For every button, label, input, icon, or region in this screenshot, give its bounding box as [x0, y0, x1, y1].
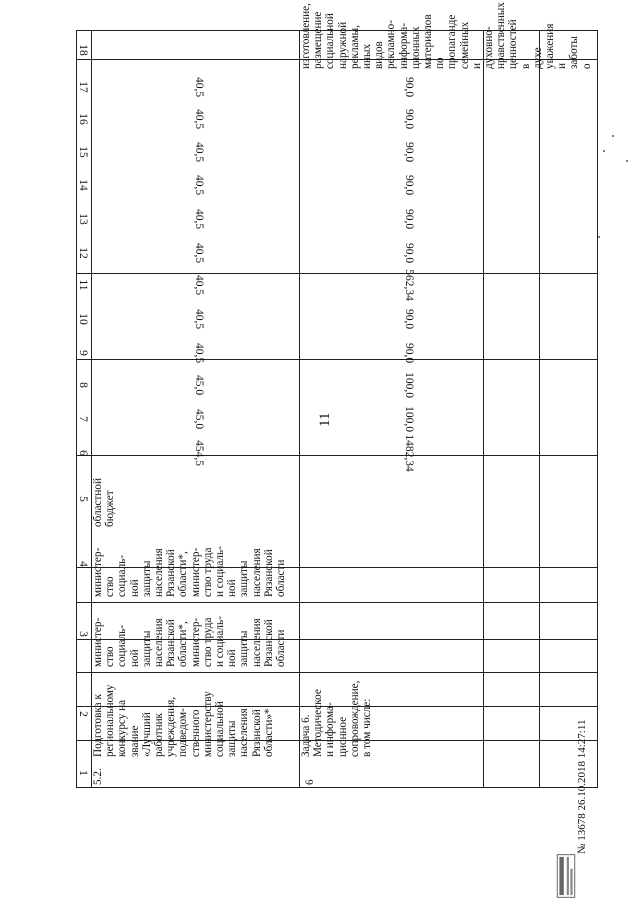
row2-value-col15: 90,0	[403, 141, 415, 163]
column-header-6: 6	[77, 449, 89, 456]
column-header-17: 17	[77, 81, 89, 93]
document-stamp-code: № 13678 26.10.2018 14:27:11	[576, 719, 588, 854]
column-header-11: 11	[77, 279, 89, 291]
column-header-9: 9	[77, 350, 89, 356]
row1-value-col10: 40,5	[193, 308, 205, 330]
column-header-16: 16	[77, 113, 89, 125]
row1-value-col16: 40,5	[193, 108, 205, 130]
row2-value-col13: 90,0	[403, 208, 415, 229]
column-header-8: 8	[77, 382, 89, 388]
row1-executor: министер- ство социаль- ной защиты населения Рязанской области*, министер- ство труда и социаль- ной защиты населения Рязанской области	[92, 616, 288, 667]
row2-value-col11: 562,34	[403, 269, 415, 301]
row2-value-col17: 90,0	[403, 76, 415, 98]
row2-number: 6	[304, 779, 316, 785]
row2-value-col14: 90,0	[403, 174, 415, 196]
column-header-5: 5	[77, 496, 89, 502]
row1-coexecutor: министер- ство социаль- ной защиты населения Рязанской области*, министер- ство труда и социаль- ной защиты населения Рязанской области	[92, 546, 288, 597]
column-header-4: 4	[77, 561, 89, 567]
column-header-7: 7	[77, 415, 89, 422]
column-header-10: 10	[77, 313, 89, 325]
scan-speck	[626, 160, 628, 162]
row1-value-col17: 40,5	[193, 76, 205, 98]
row1-value-col13: 40,5	[193, 208, 205, 229]
row2-value-col12: 90,0	[403, 242, 415, 263]
row1-value-col11: 40,5	[193, 274, 205, 296]
row1-value-col12: 40,5	[193, 242, 205, 263]
scan-speck	[598, 236, 600, 238]
row2-value-col10: 90,0	[403, 308, 415, 330]
office-stamp-icon	[554, 854, 578, 898]
row1-value-col6: 454,5	[193, 439, 205, 466]
row1-value-col14: 40,5	[193, 174, 205, 196]
row2-value-col16: 90,0	[403, 108, 415, 130]
row2-value-col8: 100,0	[403, 372, 415, 398]
row2-value-col9: 90,0	[403, 342, 415, 364]
row2-value-col6: 1482,34	[403, 433, 415, 472]
row2-task: Задача 6. Методическое и информа- ционное сопровождение, в том числе:	[300, 680, 374, 757]
row1-value-col7: 45,0	[193, 408, 205, 429]
column-header-13: 13	[77, 212, 89, 225]
row2-value-col7: 100,0	[403, 405, 415, 432]
column-header-12: 12	[77, 246, 89, 259]
row1-value-col9: 40,5	[193, 342, 205, 364]
row1-value-col8: 45,0	[193, 374, 205, 396]
column-header-3: 3	[77, 631, 89, 637]
row2-result-description: изготовление, размещение социальной наружной рекламы, иных видов рекламно- информа- ционных материалов по пропаганде семейных и духовно- нравственных ценностей в духе уважения и заботы о	[300, 2, 593, 69]
column-header-1: 1	[77, 770, 89, 776]
column-header-14: 14	[77, 179, 89, 191]
column-header-18: 18	[77, 44, 89, 56]
row1-number: 5.2.	[92, 768, 104, 785]
page-number: 11	[317, 412, 333, 427]
row1-activity: Подготовка к региональному конкурсу на звание «Лучший работник учреждения, подведом- ственного министерству социальной защиты населения Рязанской области»*	[92, 684, 275, 757]
column-header-15: 15	[77, 146, 89, 158]
scan-speck	[612, 135, 614, 137]
scan-speck	[603, 150, 605, 152]
row1-value-col15: 40,5	[193, 141, 205, 163]
column-header-2: 2	[77, 711, 89, 717]
row1-funding-source: областной бюджет	[92, 478, 117, 527]
